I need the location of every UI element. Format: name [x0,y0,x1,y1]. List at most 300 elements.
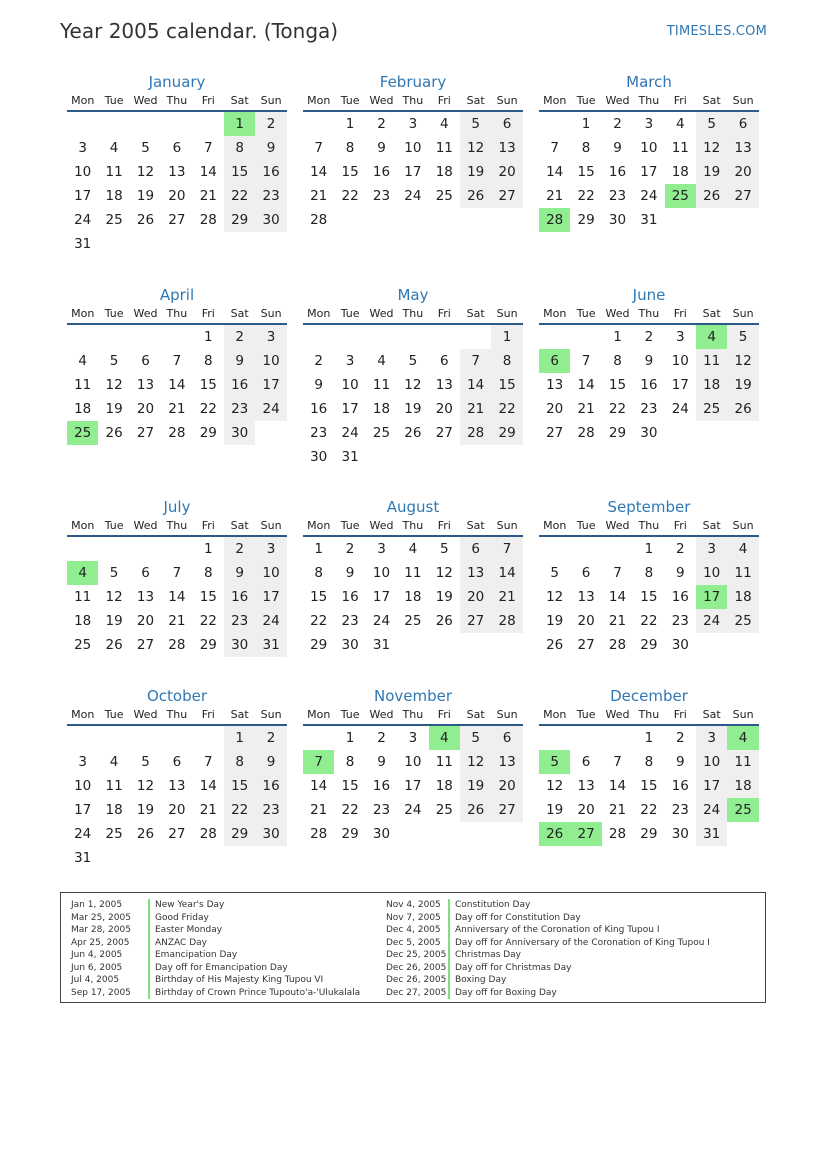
day-cell: 27 [491,798,522,822]
day-cell: 30 [224,633,255,657]
day-cell: 13 [136,589,155,605]
holiday-day-cell: 26 [539,822,570,846]
day-cell: 21 [491,585,522,609]
day-cell: 9 [255,750,286,774]
legend-color-marker [448,912,450,925]
day-cell: 23 [310,425,328,441]
day-cell: 11 [105,164,123,180]
weekday-label: Tue [340,94,360,107]
day-cell: 24 [255,609,286,633]
day-cell: 3 [675,329,685,345]
weekday-label: Wed [605,519,630,532]
day-cell: 24 [372,613,391,629]
legend-holiday-name: Day off for Anniversary of the Coronation of King Tupou I [455,937,710,948]
day-cell: 20 [435,401,453,417]
weekday-label: Tue [576,519,596,532]
day-cell: 29 [640,637,658,653]
legend-row [386,974,756,987]
legend-date: Dec 26, 2005 [386,962,447,973]
day-cell: 13 [491,750,522,774]
weekday-header [303,706,523,726]
day-cell: 31 [341,449,359,465]
day-cell: 16 [224,373,255,397]
day-cell: 2 [345,541,355,557]
weekday-label: Sun [496,708,518,721]
day-cell: 29 [224,822,255,846]
day-cell: 2 [675,541,685,557]
day-cell: 5 [141,754,150,770]
day-cell: 4 [109,754,119,770]
day-cell: 15 [341,164,359,180]
day-cell: 28 [310,826,328,842]
day-cell: 5 [109,353,119,369]
legend-row [386,899,756,912]
day-cell: 16 [671,589,689,605]
day-cell: 17 [671,377,689,393]
day-cell: 1 [203,329,213,345]
day-cell: 15 [608,377,627,393]
holiday-day-cell: 28 [539,208,570,232]
month-title: July [163,498,191,516]
legend-holiday-name: Birthday of His Majesty King Tupou VI [155,975,324,985]
day-cell: 13 [168,778,186,794]
day-cell: 21 [199,188,217,204]
legend-holiday-name: Birthday of Crown Prince Tupouto'a-'Ulukalala [155,987,361,998]
legend-date: Nov 7, 2005 [386,912,441,923]
weekday-label: Fri [437,94,451,107]
day-cell: 19 [136,188,155,204]
legend-color-marker [448,974,450,987]
legend-date: Jun 4, 2005 [71,950,123,960]
day-cell: 22 [310,613,328,629]
day-cell: 28 [168,425,186,441]
month-title: March [626,73,672,91]
day-cell: 10 [696,561,727,585]
day-cell: 5 [141,140,150,156]
weekday-label: Sun [732,708,754,721]
day-cell: 4 [109,140,119,156]
weekday-label: Sun [732,307,754,320]
day-cell: 6 [727,112,758,136]
day-cell: 23 [671,613,689,629]
holiday-day-cell: 4 [696,325,727,349]
month-title: January [148,73,206,91]
day-cell: 21 [608,613,627,629]
day-cell: 9 [675,565,685,581]
legend-row [71,899,381,912]
day-cell: 28 [199,826,217,842]
day-cell: 30 [608,212,627,228]
day-cell: 14 [168,589,186,605]
weekday-header [67,92,287,112]
weekday-label: Sun [260,708,282,721]
weekday-label: Wed [605,708,630,721]
day-cell: 2 [255,726,286,750]
day-cell: 26 [136,212,155,228]
legend-color-marker [148,949,150,962]
weekday-label: Sat [702,519,721,532]
weekday-label: Thu [166,708,188,721]
month-title: June [632,286,666,304]
day-cell: 28 [491,609,522,633]
legend-color-marker [448,949,450,962]
day-cell: 6 [460,537,491,561]
day-cell: 27 [136,425,155,441]
day-cell: 29 [224,208,255,232]
day-cell: 17 [640,164,658,180]
weekday-label: Mon [307,94,331,107]
legend-column-right [386,899,756,999]
day-cell: 20 [168,188,186,204]
day-cell: 12 [136,164,155,180]
weekday-label: Wed [133,708,158,721]
day-cell: 28 [608,826,627,842]
legend-date: Jul 4, 2005 [71,975,120,985]
day-cell: 10 [404,754,422,770]
day-cell: 23 [224,609,255,633]
day-cell: 20 [460,585,491,609]
day-cell: 20 [491,774,522,798]
day-cell: 8 [224,750,255,774]
weekday-label: Sat [702,708,721,721]
legend-column-left [71,899,381,999]
day-cell: 20 [136,401,155,417]
day-cell: 26 [404,425,422,441]
day-cell: 30 [255,208,286,232]
day-cell: 8 [581,140,591,156]
day-cell: 30 [640,425,658,441]
day-cell: 21 [168,613,186,629]
holiday-day-cell: 4 [67,561,98,585]
day-cell: 7 [172,565,182,581]
weekday-header [539,706,759,726]
day-cell: 11 [404,565,422,581]
day-cell: 1 [613,329,622,345]
day-cell: 8 [644,754,654,770]
weekday-label: Sat [466,307,485,320]
day-cell: 21 [199,802,217,818]
day-cell: 10 [255,349,286,373]
day-cell: 8 [314,565,323,581]
day-cell: 11 [74,589,92,605]
weekday-label: Mon [543,94,567,107]
legend-holiday-name: Day off for Emancipation Day [155,962,288,973]
day-cell: 29 [199,425,217,441]
day-cell: 5 [460,112,491,136]
day-cell: 27 [727,184,758,208]
legend-holiday-name: ANZAC Day [155,937,207,948]
day-cell: 19 [546,802,564,818]
day-cell: 12 [460,136,491,160]
day-cell: 28 [460,421,491,445]
day-cell: 13 [577,589,595,605]
day-cell: 2 [314,353,323,369]
day-cell: 27 [546,425,564,441]
weekday-label: Tue [104,519,124,532]
day-cell: 9 [377,140,386,156]
day-cell: 12 [460,750,491,774]
day-cell: 2 [255,112,286,136]
weekday-label: Sat [466,519,485,532]
holiday-day-cell: 27 [570,822,601,846]
day-cell: 3 [696,726,727,750]
day-cell: 6 [581,565,591,581]
holiday-day-cell: 25 [665,184,696,208]
day-cell: 9 [345,565,355,581]
day-cell: 14 [608,778,627,794]
day-cell: 25 [727,609,758,633]
day-cell: 11 [671,140,689,156]
day-cell: 12 [546,778,564,794]
legend-row [386,924,756,937]
day-cell: 1 [345,730,355,746]
day-cell: 12 [105,377,123,393]
day-cell: 3 [377,541,386,557]
weekday-label: Thu [638,307,660,320]
day-cell: 29 [341,826,359,842]
day-cell: 9 [644,353,654,369]
day-cell: 7 [550,140,559,156]
day-cell: 31 [74,236,92,252]
day-cell: 16 [640,377,658,393]
legend-row [386,962,756,975]
month-title: February [379,73,447,91]
weekday-label: Wed [605,94,630,107]
day-cell: 12 [105,589,123,605]
day-cell: 18 [74,401,92,417]
legend-date: Dec 26, 2005 [386,975,447,985]
day-cell: 9 [224,561,255,585]
day-cell: 2 [377,116,386,132]
legend-row [71,924,381,937]
day-cell: 1 [581,116,591,132]
day-cell: 27 [435,425,453,441]
day-cell: 17 [696,774,727,798]
day-cell: 19 [727,373,758,397]
day-cell: 14 [546,164,564,180]
day-cell: 1 [491,325,522,349]
weekday-header [539,92,759,112]
day-cell: 25 [696,397,727,421]
day-cell: 10 [74,778,92,794]
weekday-label: Tue [104,708,124,721]
day-cell: 1 [345,116,355,132]
day-cell: 30 [372,826,391,842]
day-cell: 18 [404,589,422,605]
day-cell: 12 [546,589,564,605]
weekday-label: Thu [638,94,660,107]
day-cell: 22 [199,613,217,629]
legend-row [71,987,381,1000]
day-cell: 7 [314,140,323,156]
day-cell: 24 [341,425,359,441]
legend-color-marker [448,987,450,1000]
holiday-day-cell: 7 [303,750,334,774]
day-cell: 4 [78,353,87,369]
weekday-label: Wed [605,307,630,320]
day-cell: 27 [460,609,491,633]
day-cell: 29 [491,421,522,445]
day-cell: 17 [404,778,422,794]
weekday-label: Wed [133,519,158,532]
legend-row [71,974,381,987]
day-cell: 1 [644,730,654,746]
weekday-header [539,305,759,325]
legend-holiday-name: Anniversary of the Coronation of King Tupou I [455,925,660,935]
day-cell: 8 [203,565,213,581]
legend-color-marker [148,937,150,950]
legend-holiday-name: Day off for Constitution Day [455,912,581,923]
legend-date: Sep 17, 2005 [71,987,131,998]
day-cell: 28 [168,637,186,653]
weekday-label: Sat [702,94,721,107]
day-cell: 28 [577,425,595,441]
legend-row [386,987,756,1000]
day-cell: 19 [460,774,491,798]
day-cell: 3 [408,730,418,746]
weekday-label: Fri [437,307,451,320]
weekday-label: Fri [201,94,215,107]
legend-date: Jan 1, 2005 [71,900,123,910]
weekday-label: Tue [340,519,360,532]
day-cell: 1 [203,541,213,557]
day-cell: 25 [105,212,123,228]
day-cell: 16 [310,401,328,417]
day-cell: 31 [696,822,727,846]
day-cell: 19 [546,613,564,629]
weekday-label: Wed [369,94,394,107]
day-cell: 31 [74,850,92,866]
day-cell: 4 [439,116,449,132]
day-cell: 15 [341,778,359,794]
day-cell: 7 [172,353,182,369]
legend-date: Dec 27, 2005 [386,987,447,998]
day-cell: 2 [644,329,654,345]
weekday-label: Sun [496,307,518,320]
day-cell: 16 [671,778,689,794]
day-cell: 15 [577,164,595,180]
legend-date: Dec 4, 2005 [386,925,441,935]
day-cell: 9 [255,136,286,160]
day-cell: 8 [224,136,255,160]
day-cell: 5 [109,565,119,581]
day-cell: 10 [372,565,391,581]
day-cell: 3 [255,537,286,561]
weekday-label: Tue [576,708,596,721]
day-cell: 3 [644,116,654,132]
weekday-label: Thu [166,307,188,320]
day-cell: 19 [105,401,123,417]
day-cell: 9 [675,754,685,770]
weekday-label: Thu [166,519,188,532]
weekday-header [67,706,287,726]
weekday-label: Sun [496,94,518,107]
day-cell: 5 [408,353,418,369]
day-cell: 22 [224,798,255,822]
day-cell: 13 [460,561,491,585]
legend-holiday-name: New Year's Day [155,900,225,910]
weekday-label: Mon [71,307,95,320]
day-cell: 23 [224,397,255,421]
day-cell: 24 [696,609,727,633]
day-cell: 11 [435,754,453,770]
weekday-label: Fri [673,94,687,107]
day-cell: 30 [224,421,255,445]
day-cell: 17 [74,802,92,818]
day-cell: 3 [78,754,87,770]
day-cell: 20 [168,802,186,818]
day-cell: 24 [74,212,92,228]
legend-row [386,912,756,925]
weekday-label: Sat [466,708,485,721]
day-cell: 15 [640,589,658,605]
day-cell: 19 [696,160,727,184]
day-cell: 10 [404,140,422,156]
day-cell: 18 [671,164,689,180]
day-cell: 7 [613,565,622,581]
day-cell: 23 [372,802,391,818]
day-cell: 6 [141,565,150,581]
weekday-label: Mon [307,708,331,721]
month-title: August [386,498,440,516]
day-cell: 24 [404,188,422,204]
day-cell: 15 [224,774,255,798]
day-cell: 11 [372,377,391,393]
day-cell: 20 [546,401,564,417]
weekday-header [303,517,523,537]
day-cell: 22 [341,188,359,204]
weekday-label: Fri [673,708,687,721]
legend-date: Dec 5, 2005 [386,937,441,948]
day-cell: 5 [696,112,727,136]
day-cell: 30 [310,449,328,465]
day-cell: 5 [550,565,559,581]
day-cell: 24 [74,826,92,842]
day-cell: 15 [491,373,522,397]
legend-color-marker [148,912,150,925]
legend-date: Mar 25, 2005 [71,912,131,923]
weekday-label: Sat [466,94,485,107]
day-cell: 10 [74,164,92,180]
weekday-label: Thu [402,708,424,721]
weekday-header [539,517,759,537]
day-cell: 10 [671,353,689,369]
holiday-legend [60,892,766,1003]
day-cell: 21 [310,802,328,818]
day-cell: 25 [435,802,453,818]
weekday-label: Mon [71,519,95,532]
weekday-label: Sun [496,519,518,532]
legend-date: Mar 28, 2005 [71,925,131,935]
day-cell: 20 [727,160,758,184]
legend-row [71,912,381,925]
site-link[interactable]: TIMESLES.COM [666,24,767,39]
day-cell: 15 [199,589,217,605]
month-title: November [373,687,453,705]
day-cell: 18 [372,401,391,417]
day-cell: 18 [74,613,92,629]
day-cell: 8 [491,349,522,373]
day-cell: 18 [727,774,758,798]
day-cell: 3 [408,116,418,132]
day-cell: 25 [404,613,422,629]
legend-color-marker [148,899,150,912]
day-cell: 8 [613,353,622,369]
legend-row [71,962,381,975]
weekday-label: Fri [673,307,687,320]
weekday-label: Tue [104,307,124,320]
day-cell: 29 [640,826,658,842]
